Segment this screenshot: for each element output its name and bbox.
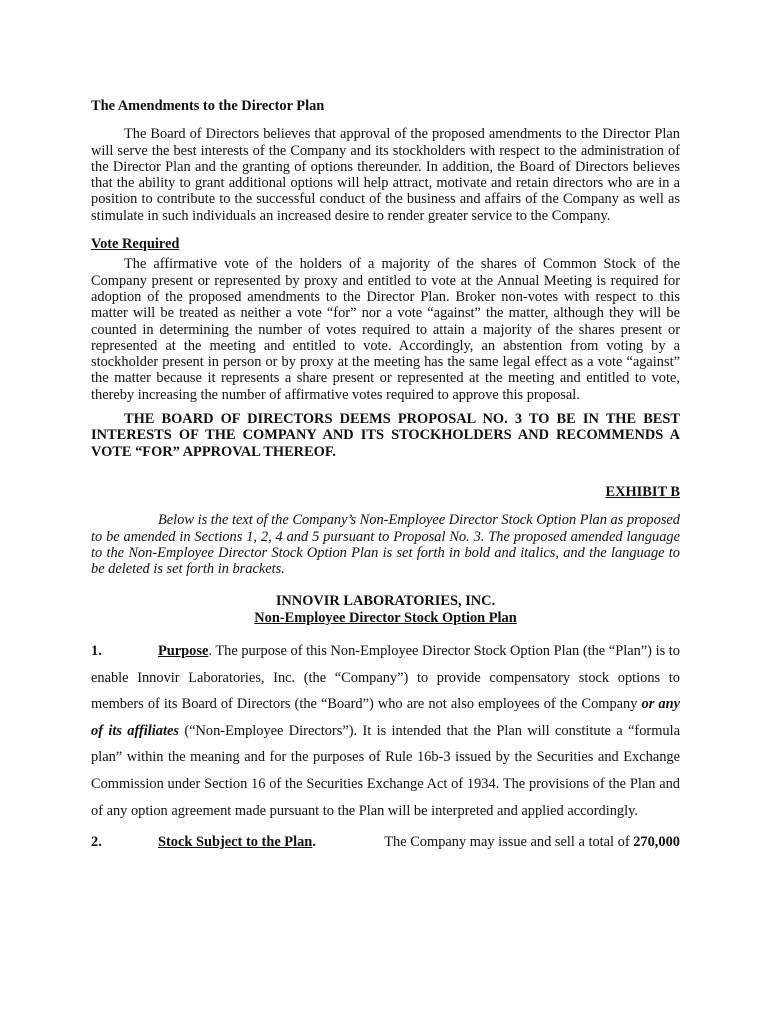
section-1-text-a: . The purpose of this Non-Employee Director Stock Option Plan (the “Plan”) is to enable Innovir Laboratories, Inc. (the “Company”) to provide compensatory stock options to members of its Board of Directors (the “Board”) who are not also employees of the Company	[91, 643, 680, 713]
paragraph-vote-required: The affirmative vote of the holders of a majority of the shares of Common Stock of the Company present or represented by proxy and entitled to vote at the Annual Meeting is required for adoption of the proposed amendments to the Director Plan. Broker non-votes with respect to this matter will be treated as neither a vote “for” nor a vote “against” the matter, although they will be counted in determining the number of votes required to attain a majority of the shares present or represented at the meeting and entitled to vote. Accordingly, an abstention from voting by a stockholder present in person or by proxy at the meeting has the same legal effect as a vote “against” the matter because it represents a share present or represented at the meeting and entitled to vote, thereby increasing the number of affirmative votes required to approve this proposal.	[91, 256, 680, 403]
vote-required-heading: Vote Required	[91, 236, 180, 253]
document-page	[91, 98, 680, 850]
exhibit-label: EXHIBIT B	[605, 483, 680, 500]
section-2-amount: 270,000	[633, 834, 680, 851]
section-1-title: Purpose	[158, 643, 209, 660]
section-2-stock	[91, 834, 680, 850]
section-2-title: Stock Subject to the Plan	[158, 834, 313, 851]
section-1-number: 1.	[91, 643, 102, 660]
company-name: INNOVIR LABORATORIES, INC.	[275, 593, 496, 610]
section-1-text-b: (“Non-Employee Directors”). It is intended that the Plan will constitute a “formula plan” within the meaning and for the purposes of Rule 16b-3 issued by the Securities and Exchange Commission under Section 16 of the Securities Exchange Act of 1934. The provisions of the Plan and of any option agreement made pursuant to the Plan will be interpreted and applied accordingly.	[91, 722, 680, 819]
section-2-text: The Company may issue and sell a total of	[384, 834, 634, 851]
section-heading: The Amendments to the Director Plan	[91, 98, 325, 114]
section-1-amended-text: or any of its affiliates	[91, 696, 680, 739]
plan-title: Non-Employee Director Stock Option Plan	[254, 609, 517, 626]
paragraph-board-belief: The Board of Directors believes that approval of the proposed amendments to the Director Plan will serve the best interests of the Company and its stockholders with respect to the administration of the Director Plan and the granting of options thereunder. In addition, the Board of Directors believes that the ability to grant additional options will help attract, motivate and retain directors who are in a position to contribute to the successful conduct of the business and affairs of the Company as well as stimulate in such individuals an increased desire to render greater service to the Company.	[91, 126, 680, 224]
section-2-period: .	[312, 834, 316, 851]
exhibit-intro: Below is the text of the Company’s Non-Employee Director Stock Option Plan as proposed to be amended in Sections 1, 2, 4 and 5 pursuant to Proposal No. 3. The proposed amended language to the Non-Employee Director Stock Option Plan is set forth in bold and italics, and the language to be deleted is set forth in brackets.	[91, 512, 680, 578]
section-2-number: 2.	[91, 834, 102, 851]
section-1-purpose	[91, 638, 680, 824]
board-recommendation: THE BOARD OF DIRECTORS DEEMS PROPOSAL NO. 3 TO BE IN THE BEST INTERESTS OF THE COMPANY AND ITS STOCKHOLDERS AND RECOMMENDS A VOTE “FOR” APPROVAL THEREOF.	[91, 411, 680, 460]
